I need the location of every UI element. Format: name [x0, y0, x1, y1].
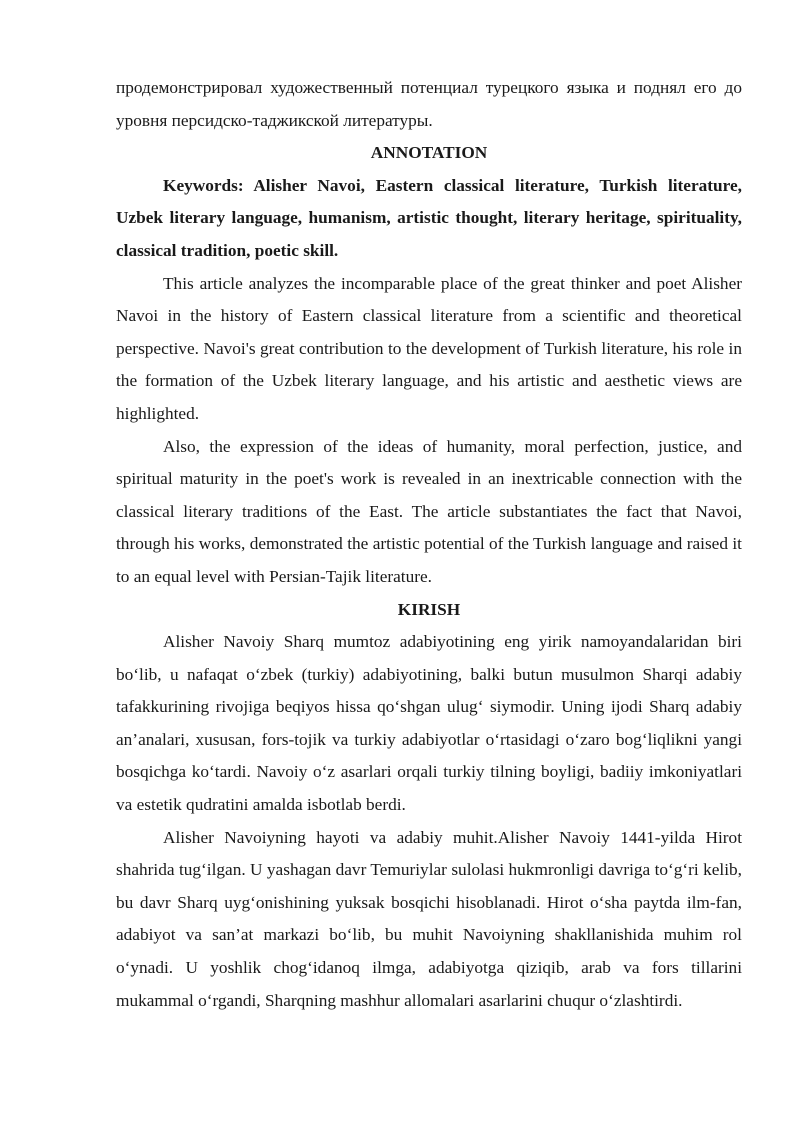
- kirish-heading: KIRISH: [397, 599, 461, 619]
- annotation-heading: ANNOTATION: [370, 143, 488, 163]
- document-page: [116, 72, 742, 1017]
- kirish-paragraph-1: Alisher Navoiy Sharq mumtoz adabiyotining eng yirik namoyandalaridan biri bo‘lib, u nafaqat o‘zbek (turkiy) adabiyotining, balki butun musulmon Sharqi adabiy tafakkurining rivojiga beqiyos hissa qo‘shgan ulug‘ siymodir. Uning ijodi Sharq adabiy an’analari, xususan, fors-tojik va turkiy adabiyotlar o‘rtasidagi o‘zaro bog‘liqlikni yangi bosqichga ko‘tardi. Navoiy o‘z asarlari orqali turkiy tilning boyligi, badiiy imkoniyatlari va estetik qudratini amalda isbotlab berdi.: [116, 632, 742, 815]
- kirish-paragraph-2: Alisher Navoiyning hayoti va adabiy muhit.Alisher Navoiy 1441-yilda Hirot shahrida tug‘ilgan. U yashagan davr Temuriylar sulolasi hukmronligi davriga to‘g‘ri kelib, bu davr Sharq uyg‘onishining yuksak bosqichi hisoblanadi. Hirot o‘sha paytda ilm-fan, adabiyot va san’at markazi bo‘lib, bu muhit Navoiyning shakllanishida muhim rol o‘ynadi. U yoshlik chog‘idanoq ilmga, adabiyotga qiziqib, arab va fors tillarini mukammal o‘rgandi, Sharqning mashhur allomalari asarlarini chuqur o‘zlashtirdi.: [116, 827, 742, 1010]
- annotation-paragraph-2: Also, the expression of the ideas of humanity, moral perfection, justice, and spiritual maturity in the poet's work is revealed in an inextricable connection with the classical literary traditions of the East. The article substantiates the fact that Navoi, through his works, demonstrated the artistic potential of the Turkish language and raised it to an equal level with Persian-Tajik literature.: [116, 436, 742, 586]
- keywords-paragraph: Keywords: Alisher Navoi, Eastern classical literature, Turkish literature, Uzbek literary language, humanism, artistic thought, literary heritage, spirituality, classical tradition, poetic skill.: [116, 175, 742, 260]
- annotation-paragraph-1: This article analyzes the incomparable place of the great thinker and poet Alisher Navoi in the history of Eastern classical literature from a scientific and theoretical perspective. Navoi's great contribution to the development of Turkish literature, his role in the formation of the Uzbek literary language, and his artistic and aesthetic views are highlighted.: [116, 273, 742, 423]
- intro-continuation-paragraph: продемонстрировал художественный потенциал турецкого языка и поднял его до уровня персидско-таджикской литературы.: [116, 78, 742, 130]
